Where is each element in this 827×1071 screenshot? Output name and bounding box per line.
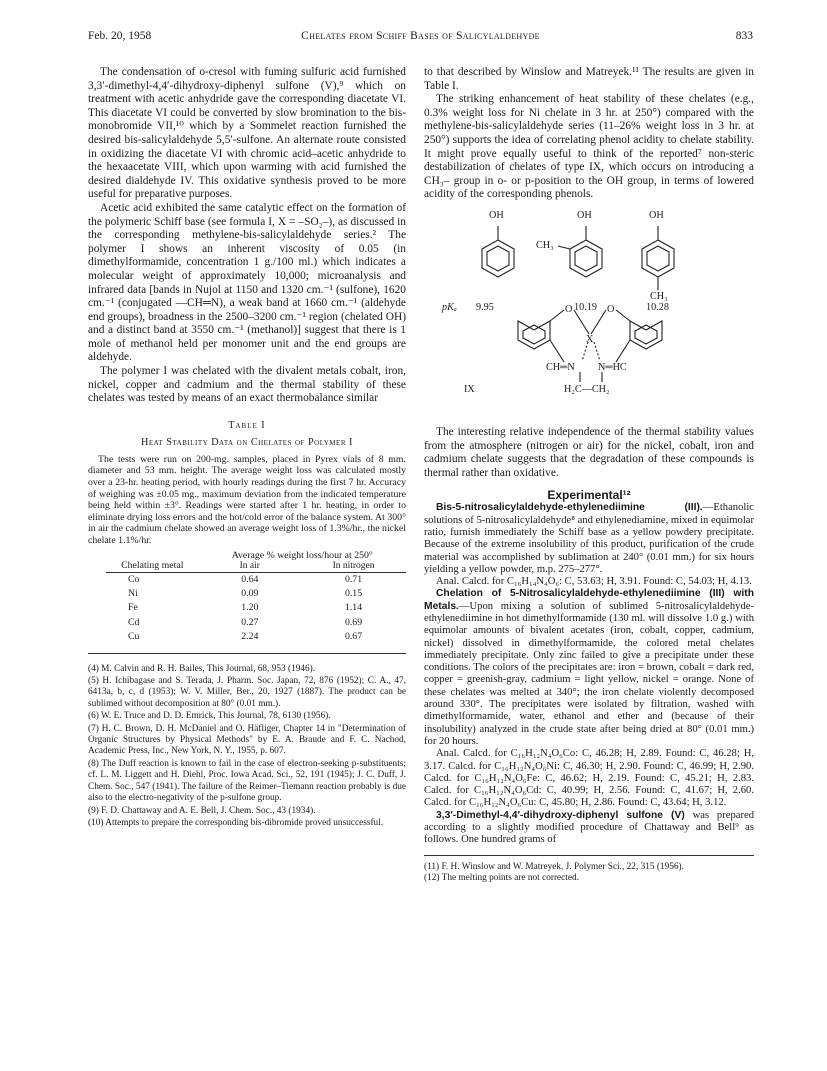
methyl-label: CH₃ <box>536 239 554 251</box>
right-body-continued <box>424 426 754 480</box>
left-column <box>88 66 406 830</box>
paragraph: The polymer I was chelated with the divalent metals cobalt, iron, nickel, copper and cadmium and the thermal stability of these chelates was tested by means of an exact thermobalance similar <box>88 365 406 405</box>
methyl-label: CH₃ <box>650 290 668 302</box>
footnotes-left <box>88 664 406 830</box>
paragraph: The condensation of o-cresol with fuming sulfuric acid furnished 3,3′-dimethyl-4,4′-dihydroxy-diphenyl sulfone (V),⁹ which on treatment with acetic anhydride gave the corresponding diacetate VI. This diacetate VI could be converted by slow bromination to the bis-monobromide VII,¹⁰ which by a Sommelet reaction furnished the desired bis-salicylaldehyde 5,5′-sulfone. An alternate route consisted in oxidizing the diacetate VI with chromic acid–acetic anhydride to the hexaacetate VIII, which upon warming with acid furnished the desired dialdehyde IV. This oxidative synthesis proved to be more useful for preparative purposes. <box>88 66 406 201</box>
table-note: The tests were run on 200-mg. samples, placed in Pyrex vials of 8 mm. diameter and 53 mm. height. The average weight loss was calculated mostly over a 23-hr. heating period, with hourly readings during the first 7 hr. Accuracy of weighing was ±0.05 mg., maximum deviation from the indicated temperature being held within ±3°. Readings were started after 1 hr. heating, in order to eliminate drying loss errors and the hot/cold error of the balance system. At 300° in air the cadmium chelate showed an average weight loss of 1.3%/hr., the nickel chelate 1.1%/hr. <box>88 453 406 546</box>
page-number: 833 <box>735 30 753 42</box>
table-row: Fe 1.20 1.14 <box>128 602 363 614</box>
footnote: (4) M. Calvin and R. H. Bailes, This Journal, 68, 953 (1946). <box>88 663 316 674</box>
table-row: Ni 0.09 0.15 <box>128 588 363 599</box>
oh-label: OH <box>489 209 504 221</box>
heat-stability-table <box>106 551 406 645</box>
footnote: (5) H. Ichibagase and S. Terada, J. Pharm. Soc. Japan, 72, 876 (1952); C. A., 47, 6413a, b, c, d (1953); W. V. Miller, Ber., 20, 1927 (1887). The product can be sublimed without decomposition at 80° (0.01 mm.). <box>88 676 406 709</box>
table-row: Cu 2.24 0.67 <box>128 631 363 643</box>
metal-x-label: X <box>586 333 594 345</box>
imine-label: N═HC <box>598 361 627 373</box>
pka-value: 9.95 <box>476 301 494 313</box>
table-title: Table I <box>228 419 266 431</box>
footnote: (7) H. C. Brown, D. H. McDaniel and O. Häfliger, Chapter 14 in "Determination of Organic Structures by Physical Methods" by E. A. Braude and F. C. Nachod, Academic Press, Inc., New York, N. Y., 1955, p. 607. <box>88 723 406 757</box>
paragraph: to that described by Winslow and Matreyek.¹¹ The results are given in Table I. <box>424 66 754 92</box>
footnote: (12) The melting points are not corrected. <box>424 873 579 884</box>
footnote-divider <box>424 855 754 856</box>
paragraph: The striking enhancement of heat stability of these chelates (e.g., 0.3% weight loss for Ni chelate in 3 hr. at 250°) compared with the methylene-bis-salicylaldehyde series (11–26% weight loss in 3 hr. at 250°) supports the idea of correlating phenol acidity to chelate stability. It might prove equally useful to think of the reported⁷ non-steric destabilization of chelates of type IX, which occurs on introducing a CH₃– group in o- or p-position to the OH group, in terms of lowered acidity of the corresponding phenols. <box>424 93 754 201</box>
imine-label: CH═N <box>546 361 575 373</box>
footnote-divider <box>88 653 406 654</box>
footnotes-right <box>424 862 754 885</box>
right-body <box>424 66 754 202</box>
chemical-structures-figure <box>424 206 754 426</box>
paragraph: Anal. Calcd. for C₁₆H₁₂N₄O₆Co: C, 46.28; H, 2.89. Found: C, 46.28; H, 3.17. Calcd. for C₁₆H₁₂N₄O₆Ni: C, 46.30; H, 2.90. Found: C, 46.99; H, 2.90. Calcd. for C₁₆H₁₂N₄O₆Fe: C, 46.62; H, 2.19. Found: C, 45.21; H, 2.83. Calcd. for C₁₆H₁₂N₄O₆Cd: C, 40.99; H, 2.56. Found: C, 41.67; H, 2.60. Calcd. for C₁₆H₁₂N₄O₆Cu: C, 45.80; H, 2.86. Found: C, 43.64; H, 3.12. <box>424 748 754 809</box>
footnote: (8) The Duff reaction is known to fail in the case of electron-seeking p-substituents; cf. L. M. Liggett and H. Diehl, Proc. Iowa Acad. Sci., 52, 191 (1945); J. C. Duff, J. Chem. Soc., 547 (1941). The failure of the Reimer–Tiemann reaction probably is due also to the electro-negativity of the p-sulfone group. <box>88 758 406 804</box>
right-column <box>424 66 754 884</box>
paragraph: Chelation of 5-Nitrosalicylaldehyde-ethylenediimine (III) with Metals.—Upon mixing a solution of sublimed 5-nitrosalicylaldehyde-ethylenediimine in hot dimethylformamide (130 ml. will dissolve 1.0 g.) with equimolar amounts of bivalent acetates (iron, cobalt, copper, cadmium, nickel) dissolved in dimethylformamide, the colored metal chelates immediately precipitate. Only zinc failed to give a precipitate under these conditions. The colors of the precipitates are: iron = brown, cobalt = dark red, copper = greenish-gray, cadmium = light yellow, nickel = orange. None of these chelates was melted at 340°; the iron chelate violently decomposed around 330°. The precipitates were isolated by filtration, washed with dimethylformamide, water, ethanol and ether and (because of their insolubility) analyzed in the crude state after being dried at 80° (0.01 mm.) for 20 hours. <box>424 588 754 747</box>
paragraph: The interesting relative independence of the thermal stability values from the atmosphere (nitrogen or air) for the nickel, cobalt, iron and cadmium chelate suggests that the degradation of these compounds is thermal rather than oxidative. <box>424 425 754 479</box>
table-caption: Heat Stability Data on Chelates of Polymer I <box>141 436 353 448</box>
pka-label: pKₐ <box>442 301 457 313</box>
paragraph: Bis-5-nitrosalicylaldehyde-ethylenediimine (III).—Ethanolic solutions of 5-nitrosalicylaldehyde⁸ and ethylenediamine, mixed in equimolar ratio, furnish immediately the Schiff base as a yellow powdery precipitate. Because of the extreme insolubility of this product, purification of the crude material was accomplished by sublimation at 240° (0.01 mm.) for six hours yielding a yellow powder, m.p. 275–277°. <box>424 502 754 575</box>
col-header-nitrogen: In nitrogen <box>332 561 375 572</box>
footnote: (9) F. D. Chattaway and A. E. Bell, J. Chem. Soc., 43 (1934). <box>88 805 316 816</box>
experimental-section <box>424 502 754 846</box>
paragraph: Anal. Calcd. for C₁₆H₁₄N₄O₆: C, 53.63; H, 3.91. Found: C, 54.03; H, 4.13. <box>436 576 752 588</box>
footnote: (6) W. E. Truce and D. D. Emrick, This Journal, 78, 6130 (1956). <box>88 711 331 722</box>
table-row: Co 0.64 0.71 <box>128 573 363 585</box>
col-header-weight-loss: Average % weight loss/hour at 250° <box>231 549 373 561</box>
running-title: Chelates from Schiff Bases of Salicylaldehyde <box>301 30 540 42</box>
table-row: Cd 0.27 0.69 <box>128 616 363 628</box>
pka-value: 10.19 <box>574 301 597 313</box>
page-header <box>88 30 753 44</box>
compound-ix-label: IX <box>464 383 475 395</box>
col-header-metal: Chelating metal <box>121 560 184 572</box>
footnote: (11) F. H. Winslow and W. Matreyek, J. Polymer Sci., 22, 315 (1956). <box>424 861 684 872</box>
col-header-air: In air <box>239 561 260 572</box>
pka-value: 10.28 <box>646 301 669 313</box>
oh-label: OH <box>649 209 664 221</box>
experimental-heading: Experimental¹² <box>547 488 631 503</box>
oh-label: OH <box>577 209 592 221</box>
paragraph: Acetic acid exhibited the same catalytic effect on the formation of the polymeric Schiff base (see formula I, X = –SO₂–), as discussed in the corresponding methylene-bis-salicylaldehyde series.² The polymer I shows an inherent viscosity of 0.05 (in dimethylformamide, concentration 1 g./100 ml.) which indicates a molecular weight of approximately 10,000; microanalysis and infrared data [bands in Nujol at 1150 and 1320 cm.⁻¹ (sulfone), 1620 cm.⁻¹ (conjugated —CH═N), a weak band at 1660 cm.⁻¹ (aldehyde end groups), broadness in the 2500–3200 cm.⁻¹ region (chelated OH) and a distinct band at 3550 cm.⁻¹ (methanol)] suggest that there is 1 mole of methanol held per monomer unit and the end groups are aldehyde. <box>88 201 406 364</box>
journal-date: Feb. 20, 1958 <box>88 30 152 42</box>
oxygen-label: O <box>565 303 573 315</box>
left-body <box>88 66 406 406</box>
ethylene-bridge-label: H₂C—CH₂ <box>564 383 610 395</box>
oxygen-label: O <box>607 303 615 315</box>
footnote: (10) Attempts to prepare the corresponding bis-dibromide proved unsuccessful. <box>88 817 384 828</box>
paragraph: 3,3′-Dimethyl-4,4′-dihydroxy-diphenyl sulfone (V) was prepared according to a slightly modified procedure of Chattaway and Bell⁹ as follows. One hundred grams of <box>424 809 754 846</box>
